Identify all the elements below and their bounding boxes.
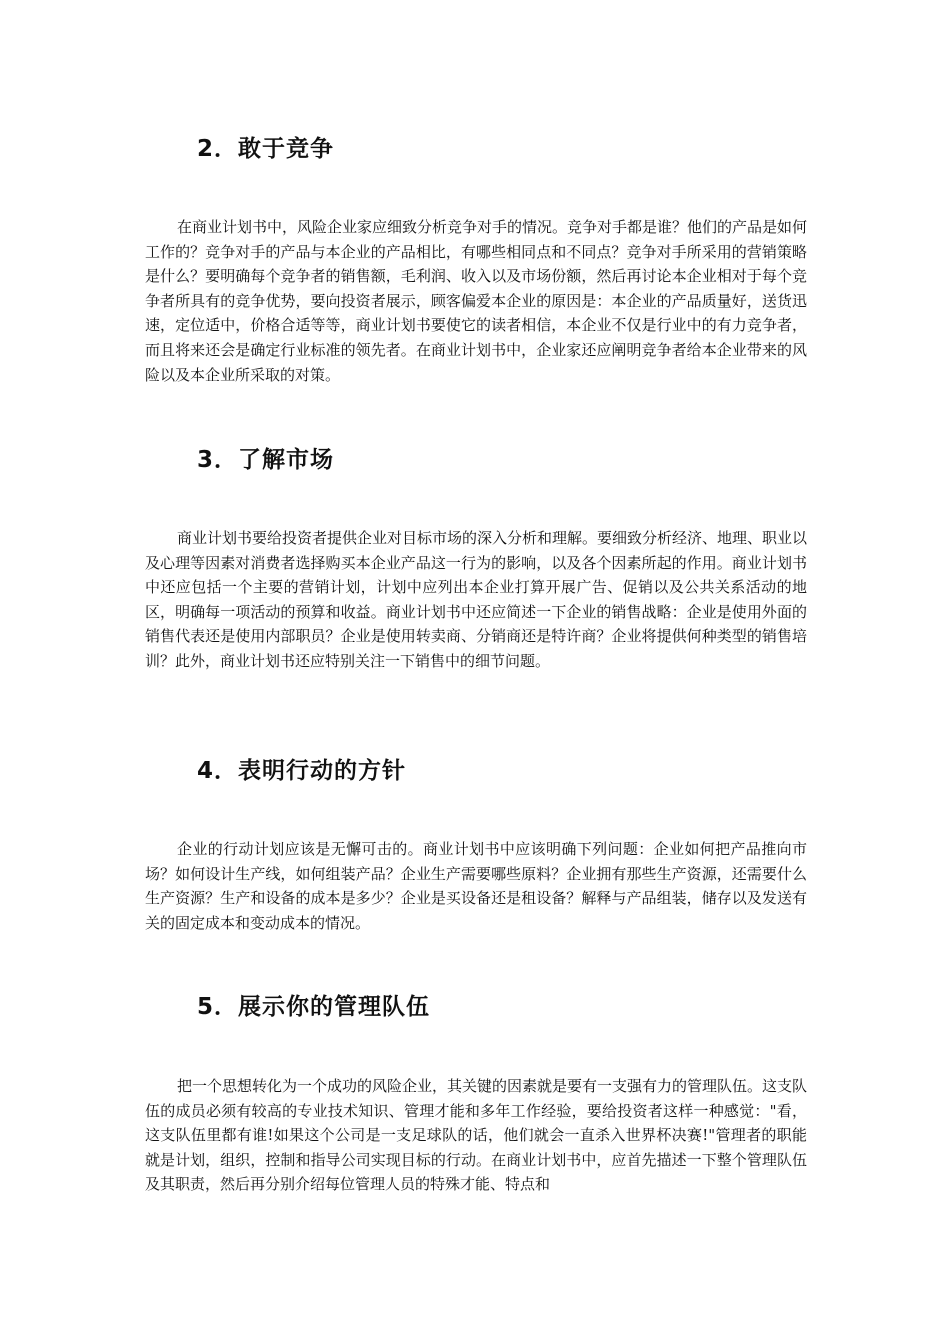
section-body-market: 商业计划书要给投资者提供企业对目标市场的深入分析和理解。要细致分析经济、地理、职业以及心理等因素对消费者选择购买本企业产品这一行为的影响，以及各个因素所起的作用。商业计划书中还应包括一个主要的营销计划，计划中应列出本企业打算开展广告、促销以及公共关系活动的地区，明确每一项活动的预算和收益。商业计划书中还应简述一下企业的销售战略：企业是使用外面的销售代表还是使用内部职员？企业是使用转卖商、分销商还是特许商？企业将提供何种类型的销售培训？此外，商业计划书还应特别关注一下销售中的细节问题。 xyxy=(145,529,808,670)
section-body-team: 把一个思想转化为一个成功的风险企业，其关键的因素就是要有一支强有力的管理队伍。这支队伍的成员必须有较高的专业技术知识、管理才能和多年工作经验，要给投资者这样一种感觉："看，这支队伍里都有谁!如果这个公司是一支足球队的话，他们就会一直杀入世界杯决赛!"管理者的职能就是计划，组织，控制和指导公司实现目标的行动。在商业计划书中，应首先描述一下整个管理队伍及其职责，然后再分别介绍每位管理人员的特殊才能、特点和 xyxy=(145,1077,808,1194)
section-heading-action: 4．表明行动的方针 xyxy=(197,758,407,784)
section-body-action: 企业的行动计划应该是无懈可击的。商业计划书中应该明确下列问题：企业如何把产品推向市场？如何设计生产线，如何组装产品？企业生产需要哪些原料？企业拥有那些生产资源，还需要什么生产资源？生产和设备的成本是多少？企业是买设备还是租设备？解释与产品组装，储存以及发送有关的固定成本和变动成本的情况。 xyxy=(145,840,807,932)
section-heading-market: 3．了解市场 xyxy=(197,447,335,473)
section-body-compete: 在商业计划书中，风险企业家应细致分析竞争对手的情况。竞争对手都是谁？他们的产品是如何工作的？竞争对手的产品与本企业的产品相比，有哪些相同点和不同点？竞争对手所采用的营销策略是什么？要明确每个竞争者的销售额，毛利润、收入以及市场份额，然后再讨论本企业相对于每个竞争者所具有的竞争优势，要向投资者展示，顾客偏爱本企业的原因是：本企业的产品质量好，送货迅速，定位适中，价格合适等等，商业计划书要使它的读者相信，本企业不仅是行业中的有力竞争者，而且将来还会是确定行业标准的领先者。在商业计划书中，企业家还应阐明竞争者给本企业带来的风险以及本企业所采取的对策。 xyxy=(145,218,808,384)
section-heading-compete: 2．敢于竞争 xyxy=(197,136,335,162)
section-heading-team: 5．展示你的管理队伍 xyxy=(197,994,431,1020)
